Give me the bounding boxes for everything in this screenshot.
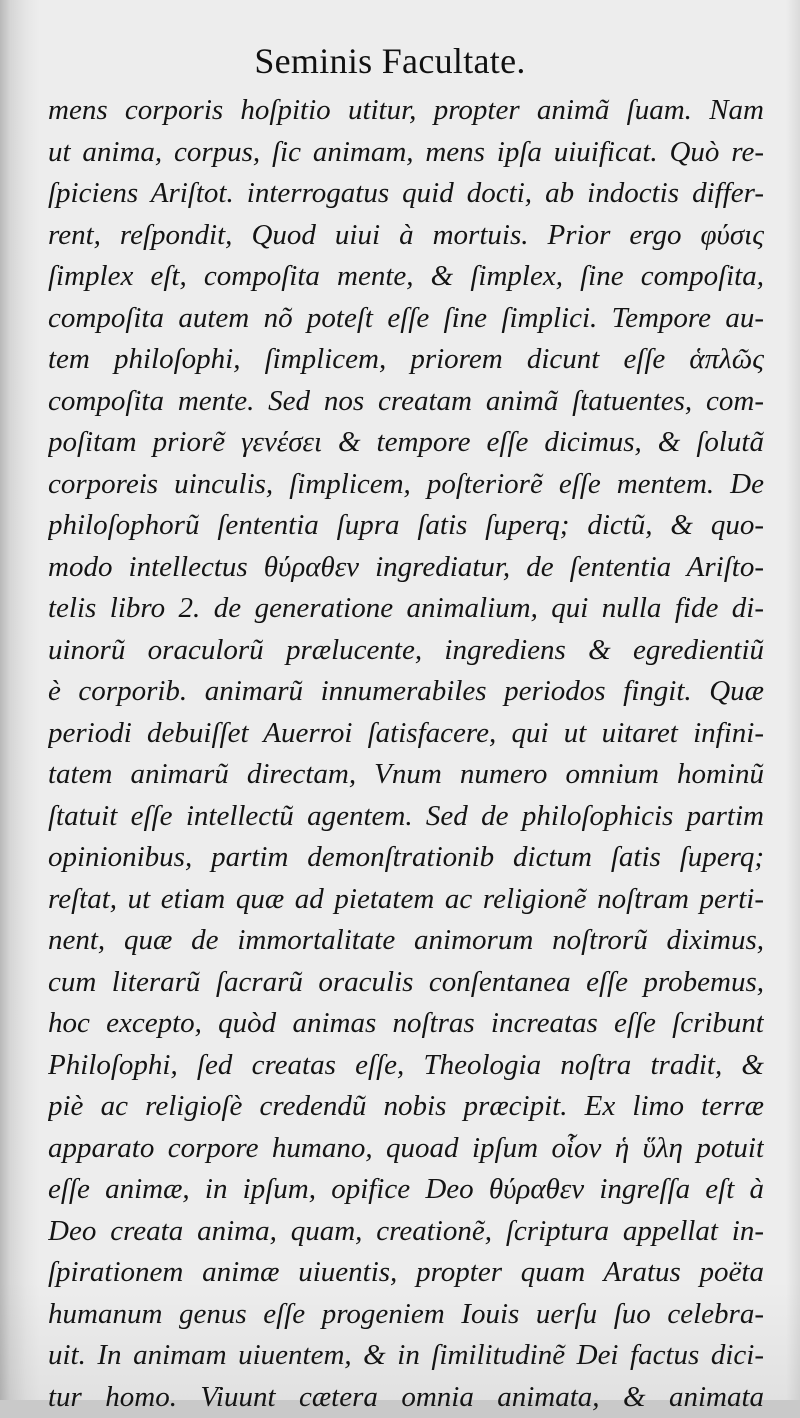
text-line: eſſe animæ, in ipſum, opifice Deo θύραθεν ingreſſa eſt à — [48, 1169, 764, 1211]
text-line: è corporib. animarũ innumerabiles periodos fingit. Quæ — [48, 671, 764, 713]
text-line: ſimplex eſt, compoſita mente, & ſimplex, ſine compoſita, — [48, 256, 764, 298]
text-line: compoſita autem nõ poteſt eſſe ſine ſimplici. Tempore au- — [48, 298, 764, 340]
text-line: hoc excepto, quòd animas noſtras increatas eſſe ſcribunt — [48, 1003, 764, 1045]
text-line: reſtat, ut etiam quæ ad pietatem ac religionẽ noſtram perti- — [48, 879, 764, 921]
running-head: Seminis Facultate. — [0, 40, 780, 82]
text-line: periodi debuiſſet Auerroi ſatisfacere, qui ut uitaret infini- — [48, 713, 764, 755]
text-line: piè ac religioſè credendũ nobis præcipit. Ex limo terræ — [48, 1086, 764, 1128]
text-line: philoſophorũ ſententia ſupra ſatis ſuperq; dictũ, & quo- — [48, 505, 764, 547]
text-line: cum literarũ ſacrarũ oraculis conſentanea eſſe probemus, — [48, 962, 764, 1004]
text-line: corporeis uinculis, ſimplicem, poſteriorẽ eſſe mentem. De — [48, 464, 764, 506]
text-line: opinionibus, partim demonſtrationib dictum ſatis ſuperq; — [48, 837, 764, 879]
text-line: uinorũ oraculorũ prælucente, ingrediens & egredientiũ — [48, 630, 764, 672]
text-line: apparato corpore humano, quoad ipſum οἷον ἡ ὕλη potuit — [48, 1128, 764, 1170]
text-line: humanum genus eſſe progeniem Iouis uerſu ſuo celebra- — [48, 1294, 764, 1336]
text-line: tatem animarũ directam, Vnum numero omnium hominũ — [48, 754, 764, 796]
text-line: ſpiciens Ariſtot. interrogatus quid docti, ab indoctis differ- — [48, 173, 764, 215]
text-line: ſpirationem animæ uiuentis, propter quam Aratus poëta — [48, 1252, 764, 1294]
text-line: Deo creata anima, quam, creationẽ, ſcriptura appellat in- — [48, 1211, 764, 1253]
text-line: Philoſophi, ſed creatas eſſe, Theologia noſtra tradit, & — [48, 1045, 764, 1087]
body-text — [48, 90, 764, 1418]
text-line: rent, reſpondit, Quod uiui à mortuis. Prior ergo φύσις — [48, 215, 764, 257]
text-line: ſtatuit eſſe intellectũ agentem. Sed de philoſophicis partim — [48, 796, 764, 838]
page-edge-shadow — [786, 0, 800, 1400]
text-line: compoſita mente. Sed nos creatam animã ſtatuentes, com- — [48, 381, 764, 423]
text-line: telis libro 2. de generatione animalium, qui nulla fide di- — [48, 588, 764, 630]
text-line: nent, quæ de immortalitate animorum noſtrorũ diximus, — [48, 920, 764, 962]
text-line: tem philoſophi, ſimplicem, priorem dicunt eſſe ἁπλῶς — [48, 339, 764, 381]
text-line: tur homo. Viuunt cætera omnia animata, & animata — [48, 1377, 764, 1418]
text-line: poſitam priorẽ γενέσει & tempore eſſe dicimus, & ſolutã — [48, 422, 764, 464]
text-line: mens corporis hoſpitio utitur, propter animã ſuam. Nam — [48, 90, 764, 132]
text-line: modo intellectus θύραθεν ingrediatur, de ſententia Ariſto- — [48, 547, 764, 589]
text-line: uit. In animam uiuentem, & in ſimilitudinẽ Dei factus dici- — [48, 1335, 764, 1377]
text-line: ut anima, corpus, ſic animam, mens ipſa uiuificat. Quò re- — [48, 132, 764, 174]
